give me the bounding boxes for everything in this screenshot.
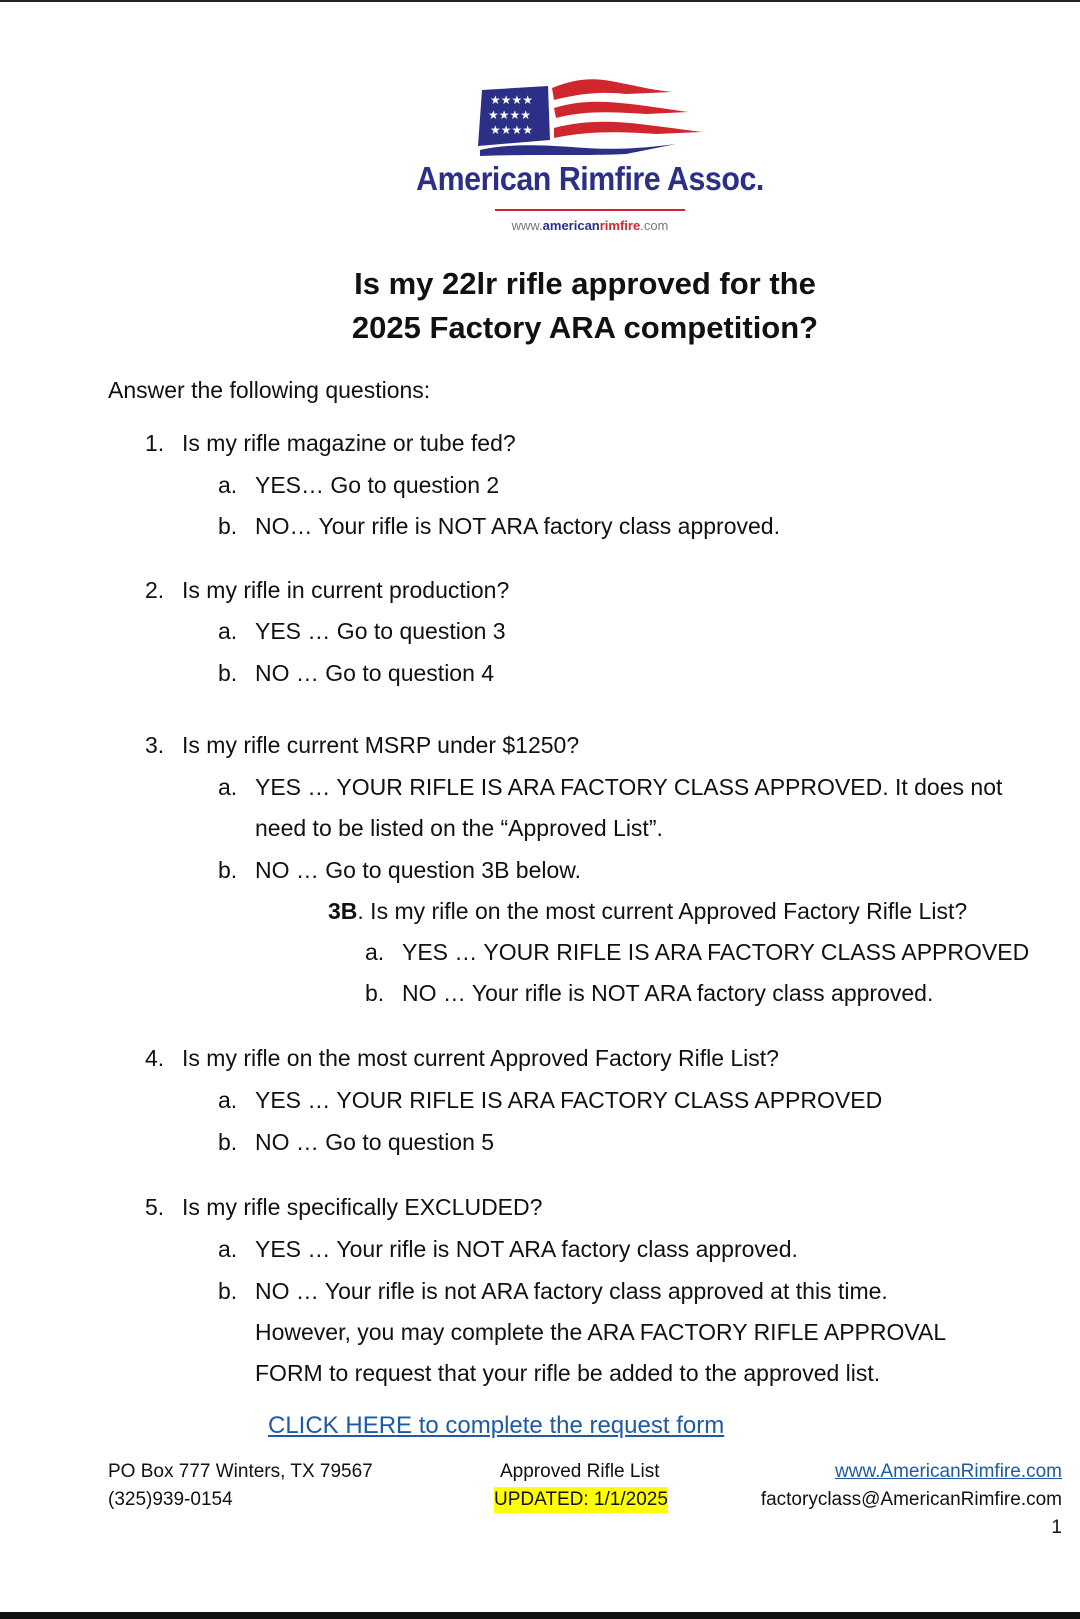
q1-answer-b: NO… Your rifle is NOT ARA factory class approved. [255,513,780,539]
q2-answer-a-label: a. [218,618,238,644]
q3b-answer-b: NO … Your rifle is NOT ARA factory class approved. [402,980,934,1006]
q3-answer-b-label: b. [218,857,238,883]
q3b-answer-b-label: b. [365,980,385,1006]
footer-phone: (325)939-0154 [108,1489,233,1510]
page-title [240,262,930,350]
question-2-text: Is my rifle in current production? [182,577,510,603]
title-line-1: Is my 22lr rifle approved for the [354,266,816,301]
q2-answer-a: YES … Go to question 3 [255,618,506,644]
q5-answer-b-cont-1: However, you may complete the ARA FACTORY RIFLE APPROVAL [255,1319,947,1345]
ara-logo [400,72,780,242]
top-border [0,0,1080,2]
q4-answer-b: NO … Go to question 5 [255,1129,495,1155]
svg-text:★★★★: ★★★★ [490,93,534,107]
q1-answer-a: YES… Go to question 2 [255,472,500,498]
q3b-answer-a-label: a. [365,939,385,965]
question-5-text: Is my rifle specifically EXCLUDED? [182,1194,543,1220]
q3-answer-a-label: a. [218,774,238,800]
footer-list-label: Approved Rifle List [500,1461,660,1482]
q1-answer-b-label: b. [218,513,238,539]
q4-answer-a: YES … YOUR RIFLE IS ARA FACTORY CLASS APPROVED [255,1087,883,1113]
question-3-number: 3. [145,732,165,758]
question-1-text: Is my rifle magazine or tube fed? [182,430,516,456]
q5-answer-b-cont-2: FORM to request that your rifle be added to the approved list. [255,1360,881,1386]
question-2-number: 2. [145,577,165,603]
logo-underline [495,209,685,211]
q3-answer-a: YES … YOUR RIFLE IS ARA FACTORY CLASS APPROVED. It does not [255,774,1003,800]
question-3b-text: 3B. Is my rifle on the most current Approved Factory Rifle List? [328,898,968,924]
footer-email: factoryclass@AmericanRimfire.com [760,1489,1062,1510]
svg-text:★★★★: ★★★★ [490,123,534,137]
question-1-number: 1. [145,430,165,456]
q5-answer-b: NO … Your rifle is not ARA factory class approved at this time. [255,1278,888,1304]
question-5-number: 5. [145,1194,165,1220]
q2-answer-b-label: b. [218,660,238,686]
q5-answer-b-label: b. [218,1278,238,1304]
logo-name: American Rimfire Assoc. [416,160,764,197]
question-3-text: Is my rifle current MSRP under $1250? [182,732,580,758]
q5-answer-a: YES … Your rifle is NOT ARA factory class approved. [255,1236,798,1262]
q3b-answer-a: YES … YOUR RIFLE IS ARA FACTORY CLASS APPROVED [402,939,1030,965]
q2-answer-b: NO … Go to question 4 [255,660,495,686]
q3-answer-a-cont: need to be listed on the “Approved List”. [255,815,663,841]
bottom-border [0,1612,1080,1619]
footer-website-link[interactable]: www.AmericanRimfire.com [835,1461,1062,1482]
svg-text:★★★★: ★★★★ [488,108,532,122]
q4-answer-a-label: a. [218,1087,238,1113]
footer-address: PO Box 777 Winters, TX 79567 [108,1461,373,1482]
request-form-link[interactable]: CLICK HERE to complete the request form [268,1412,725,1439]
q4-answer-b-label: b. [218,1129,238,1155]
intro-text: Answer the following questions: [108,377,431,403]
logo-url: www.americanrimfire.com [511,218,669,233]
question-3b-number: 3B [328,898,358,924]
question-4-number: 4. [145,1045,165,1071]
title-line-2: 2025 Factory ARA competition? [351,310,819,345]
question-4-text: Is my rifle on the most current Approved Factory Rifle List? [182,1045,779,1071]
q5-answer-a-label: a. [218,1236,238,1262]
flag-icon [476,72,706,157]
q1-answer-a-label: a. [218,472,238,498]
q3-answer-b: NO … Go to question 3B below. [255,857,582,883]
footer-updated-date: UPDATED: 1/1/2025 [494,1487,668,1513]
page-number: 1 [1051,1517,1062,1538]
